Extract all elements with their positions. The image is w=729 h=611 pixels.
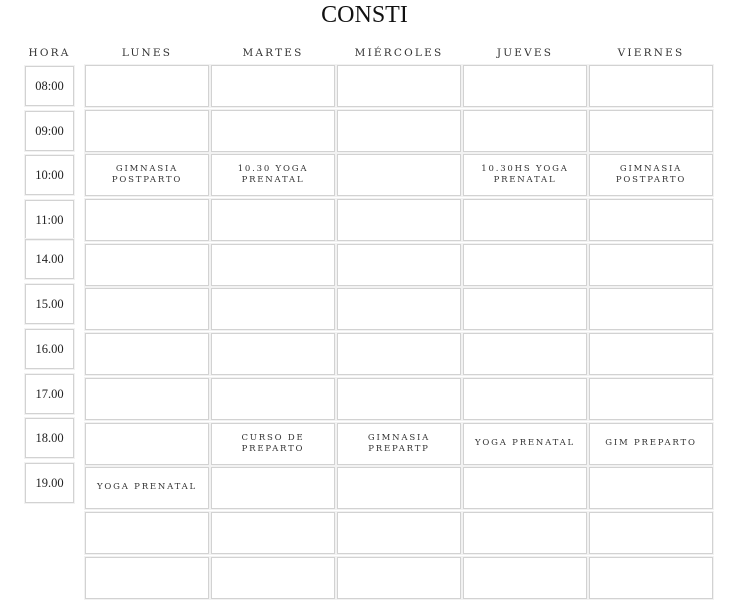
schedule-cell-miercoles bbox=[337, 333, 461, 375]
schedule-cell-viernes bbox=[589, 288, 713, 330]
header-day-jueves: JUEVES bbox=[496, 47, 554, 59]
schedule-cell-jueves bbox=[463, 512, 587, 554]
schedule-cell-lunes bbox=[85, 378, 209, 420]
time-slot: 11:00 bbox=[25, 200, 74, 240]
schedule-cell-viernes bbox=[589, 512, 713, 554]
schedule-cell-jueves bbox=[463, 557, 587, 599]
schedule-cell-martes bbox=[211, 378, 335, 420]
header-hora: HORA bbox=[28, 47, 71, 59]
time-slot: 08:00 bbox=[25, 66, 74, 106]
schedule-cell-viernes bbox=[589, 199, 713, 241]
schedule-cell-jueves bbox=[463, 378, 587, 420]
schedule-cell-jueves bbox=[463, 65, 587, 107]
schedule-cell-viernes bbox=[589, 110, 713, 152]
schedule-cell-jueves bbox=[463, 467, 587, 509]
schedule-cell-lunes bbox=[85, 557, 209, 599]
schedule-cell-miercoles: GIMNASIA PREPARTP bbox=[337, 423, 461, 465]
schedule-cell-viernes bbox=[589, 557, 713, 599]
time-slot: 14.00 bbox=[25, 239, 74, 279]
schedule-cell-jueves bbox=[463, 244, 587, 286]
header-day-viernes: VIERNES bbox=[617, 47, 685, 59]
schedule-cell-lunes: GIMNASIA POSTPARTO bbox=[85, 154, 209, 196]
schedule-cell-lunes bbox=[85, 333, 209, 375]
schedule-cell-jueves bbox=[463, 199, 587, 241]
time-slot: 10:00 bbox=[25, 155, 74, 195]
header-day-martes: MARTES bbox=[242, 47, 304, 59]
schedule-cell-miercoles bbox=[337, 512, 461, 554]
time-slot: 16.00 bbox=[25, 329, 74, 369]
schedule-cell-lunes: YOGA PRENATAL bbox=[85, 467, 209, 509]
schedule-cell-miercoles bbox=[337, 288, 461, 330]
schedule-cell-viernes bbox=[589, 467, 713, 509]
schedule-cell-miercoles bbox=[337, 467, 461, 509]
time-slot: 15.00 bbox=[25, 284, 74, 324]
schedule-cell-martes: CURSO DE PREPARTO bbox=[211, 423, 335, 465]
schedule-cell-martes bbox=[211, 557, 335, 599]
schedule-cell-lunes bbox=[85, 199, 209, 241]
schedule-cell-lunes bbox=[85, 65, 209, 107]
schedule-cell-martes bbox=[211, 110, 335, 152]
schedule-cell-lunes bbox=[85, 512, 209, 554]
schedule-cell-viernes bbox=[589, 65, 713, 107]
schedule-cell-viernes: GIMNASIA POSTPARTO bbox=[589, 154, 713, 196]
page-title: CONSTI bbox=[321, 2, 408, 28]
schedule-cell-viernes bbox=[589, 333, 713, 375]
schedule-cell-lunes bbox=[85, 110, 209, 152]
schedule-cell-martes bbox=[211, 65, 335, 107]
schedule-cell-martes bbox=[211, 288, 335, 330]
schedule-cell-lunes bbox=[85, 423, 209, 465]
schedule-cell-martes bbox=[211, 244, 335, 286]
schedule-cell-martes bbox=[211, 333, 335, 375]
schedule-cell-martes bbox=[211, 467, 335, 509]
schedule-cell-miercoles bbox=[337, 154, 461, 196]
time-slot: 17.00 bbox=[25, 374, 74, 414]
header-day-miercoles: MIÉRCOLES bbox=[354, 47, 444, 59]
schedule-cell-miercoles bbox=[337, 557, 461, 599]
schedule-cell-viernes bbox=[589, 378, 713, 420]
schedule-cell-jueves bbox=[463, 288, 587, 330]
schedule-cell-martes: 10.30 YOGA PRENATAL bbox=[211, 154, 335, 196]
header-day-lunes: LUNES bbox=[121, 47, 173, 59]
time-slot: 18.00 bbox=[25, 418, 74, 458]
time-slot: 09:00 bbox=[25, 111, 74, 151]
schedule-cell-martes bbox=[211, 199, 335, 241]
schedule-cell-lunes bbox=[85, 288, 209, 330]
time-slot: 19.00 bbox=[25, 463, 74, 503]
schedule-cell-miercoles bbox=[337, 244, 461, 286]
schedule-cell-viernes bbox=[589, 244, 713, 286]
schedule-cell-miercoles bbox=[337, 110, 461, 152]
schedule-cell-miercoles bbox=[337, 378, 461, 420]
schedule-cell-jueves: YOGA PRENATAL bbox=[463, 423, 587, 465]
schedule-cell-martes bbox=[211, 512, 335, 554]
schedule-cell-jueves bbox=[463, 110, 587, 152]
schedule-cell-miercoles bbox=[337, 65, 461, 107]
schedule-cell-viernes: GIM PREPARTO bbox=[589, 423, 713, 465]
schedule-cell-jueves bbox=[463, 333, 587, 375]
schedule-cell-miercoles bbox=[337, 199, 461, 241]
schedule-cell-jueves: 10.30HS YOGA PRENATAL bbox=[463, 154, 587, 196]
schedule-cell-lunes bbox=[85, 244, 209, 286]
